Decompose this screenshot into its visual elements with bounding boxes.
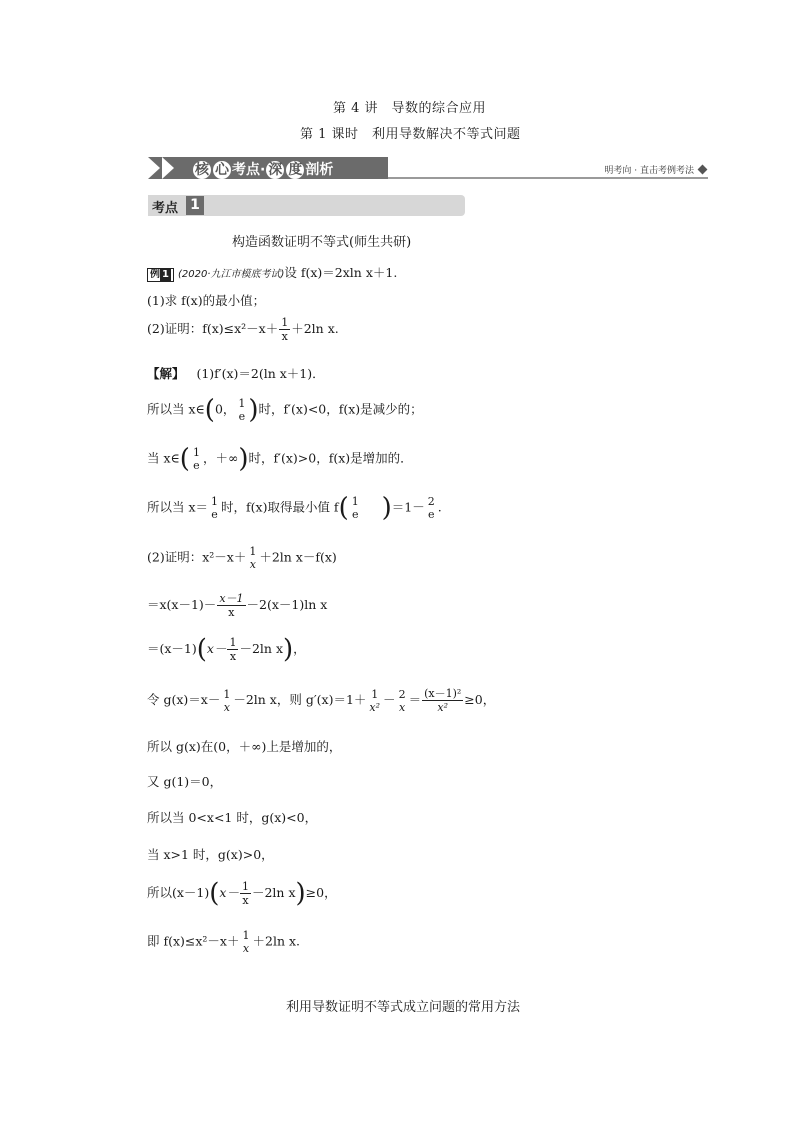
solution-line-3: 当 x∈( 1 e ，＋∞)时，f′(x)>0，f(x)是增加的． (147, 444, 413, 474)
kaodian-bar (148, 195, 465, 216)
lecture-title: 第 4 讲 导数的综合应用 (333, 101, 487, 116)
proof-line-2: ＝x(x－1)－ $\frac{x-1}{x}$ －2(x－1)ln x (147, 592, 328, 619)
proof-line-3: ＝(x－1)(x－ $\frac{1}{x}$ －2ln x)， (147, 634, 306, 665)
kaodian-number: 1 (186, 196, 204, 215)
solution-line-1: 【解】 (1)f′(x)＝2(ln x＋1)． (147, 366, 325, 381)
question-1: (1)求 f(x)的最小值； (147, 293, 266, 308)
proof-line-9: 所以(x－1)(x－ $\frac{1}{x}$ －2ln x)≥0， (147, 878, 337, 909)
banner-subtitle: 明考向 · 直击考例考法 (604, 166, 694, 176)
lesson-title: 第 1 课时 利用导数解决不等式问题 (300, 127, 521, 142)
solution-line-4: 所以当 x＝ 1 e 时，f(x)取得最小值 f( 1 e )＝1－ 2 e . (147, 493, 442, 523)
footer-title: 利用导数证明不等式成立问题的常用方法 (286, 1000, 521, 1015)
proof-line-8: 当 x>1 时，g(x)>0， (147, 847, 274, 862)
proof-line-6: 又 g(1)＝0， (147, 774, 223, 789)
solution-label: 【解】 (147, 366, 185, 381)
example-source: (2020·九江市模底考试) (177, 269, 285, 280)
chevron-icon (148, 157, 160, 179)
example-line (147, 263, 397, 282)
proof-line-7: 所以当 0<x<1 时，g(x)<0， (147, 810, 318, 825)
example-statement: 设 f(x)＝2xln x＋1. (284, 265, 398, 280)
proof-line-4: 令 g(x)＝x－ 1 x －2ln x，则 g′(x)＝1＋ 1 x² － 2 x ＝ $\frac{\text{(x－1)²}}{\text{x²}}$ ≥0， (147, 687, 496, 714)
kaodian-label: 考点 (152, 201, 179, 216)
question-2: (2)证明：f(x)≤x²－x＋ $\frac{1}{x}$ ＋2ln x. (147, 316, 339, 343)
diamond-icon (698, 165, 708, 175)
example-badge: 例 1 (147, 268, 174, 282)
section-banner (148, 153, 708, 181)
banner-title: 核 心 考点· 深 度 剖析 (195, 162, 334, 178)
section-title: 构造函数证明不等式(师生共研) (232, 235, 412, 250)
solution-line-2: 所以当 x∈(0， 1 e )时，f′(x)<0，f(x)是减少的； (147, 395, 423, 425)
proof-line-1: (2)证明：x²－x＋ 1 x ＋2ln x－f(x) (147, 545, 337, 571)
banner-rule (388, 177, 708, 179)
proof-line-10: 即 f(x)≤x²－x＋ 1 x ＋2ln x. (147, 929, 300, 955)
chevron-icon (162, 157, 174, 179)
proof-line-5: 所以 g(x)在(0，＋∞)上是增加的， (147, 739, 342, 754)
